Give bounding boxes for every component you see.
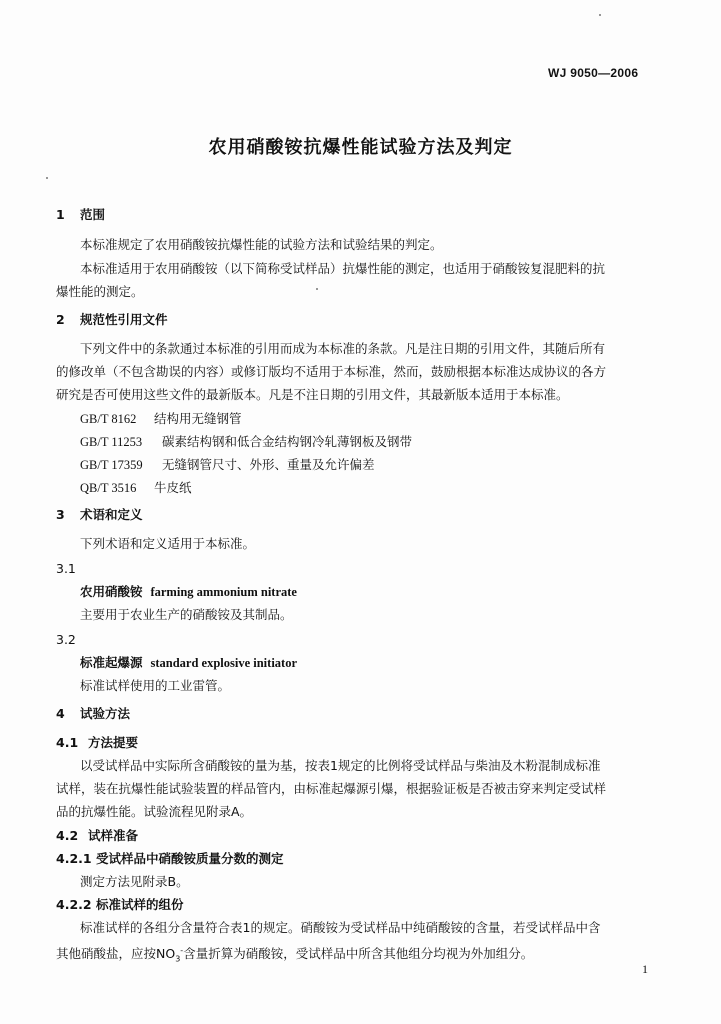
paragraph-line: 测定方法见附录B。 bbox=[80, 874, 189, 889]
section-number: 4 bbox=[56, 706, 65, 721]
subsection-4-2-2-heading bbox=[56, 897, 184, 913]
reference-title: 结构用无缝钢管 bbox=[154, 411, 242, 426]
term-number: 3.1 bbox=[56, 561, 76, 576]
reference-code: GB/T 11253 bbox=[80, 435, 143, 449]
document-title: 农用硝酸铵抗爆性能试验方法及判定 bbox=[208, 137, 513, 158]
reference-code: GB/T 8162 bbox=[80, 412, 137, 426]
section-3-heading bbox=[56, 507, 143, 523]
paragraph-line: 的修改单（不包含勘误的内容）或修订版均不适用于本标准，然而，鼓励根据本标准达成协议的各方 bbox=[56, 364, 607, 379]
section-title: 试验方法 bbox=[80, 706, 131, 721]
section-number: 3 bbox=[56, 507, 65, 522]
reference-title: 无缝钢管尺寸、外形、重量及允许偏差 bbox=[162, 457, 375, 472]
reference-item bbox=[80, 457, 375, 473]
term-definition: 标准试样使用的工业雷管。 bbox=[80, 678, 231, 693]
paragraph-line: 试样，装在抗爆性能试验装置的样品管内，由标准起爆源引爆，根据验证板是否被击穿来判定受试样 bbox=[56, 781, 607, 796]
section-title: 方法提要 bbox=[88, 735, 139, 750]
section-title: 范围 bbox=[80, 207, 106, 222]
paragraph-line: 标准试样的各组分含量符合表1的规定。硝酸铵为受试样品中纯硝酸铵的含量，若受试样品中含 bbox=[80, 920, 601, 935]
section-number: 2 bbox=[56, 312, 65, 327]
paragraph-line: 本标准规定了农用硝酸铵抗爆性能的试验方法和试验结果的判定。 bbox=[80, 237, 443, 252]
page-number: 1 bbox=[642, 962, 648, 976]
paragraph-text: 含量折算为硝酸铵，受试样品中所含其他组分均视为外加组分。 bbox=[183, 946, 534, 962]
section-number: 4.1 bbox=[56, 735, 79, 750]
paragraph-line: 下列文件中的条款通过本标准的引用而成为本标准的条款。凡是注日期的引用文件，其随后所有 bbox=[80, 341, 606, 356]
reference-code: GB/T 17359 bbox=[80, 458, 143, 472]
section-2-heading bbox=[56, 312, 168, 328]
section-title: 标准试样的组份 bbox=[96, 897, 184, 912]
section-title: 规范性引用文件 bbox=[80, 312, 168, 327]
paragraph-line: 以受试样品中实际所含硝酸铵的量为基，按表1规定的比例将受试样品与柴油及木粉混制成标准 bbox=[80, 758, 601, 773]
scan-speck bbox=[599, 14, 601, 16]
standard-code: WJ 9050—2006 bbox=[548, 66, 639, 80]
reference-item bbox=[80, 434, 412, 450]
term-english: standard explosive initiator bbox=[150, 656, 298, 670]
subscript-text: 3 bbox=[175, 954, 181, 964]
scan-speck bbox=[46, 177, 48, 179]
subsection-4-1-heading bbox=[56, 735, 138, 751]
reference-title: 牛皮纸 bbox=[154, 480, 192, 495]
scan-speck bbox=[316, 288, 318, 290]
section-title: 试样准备 bbox=[88, 828, 139, 843]
reference-item bbox=[80, 480, 192, 496]
section-number: 4.2.2 bbox=[56, 897, 92, 912]
section-4-heading bbox=[56, 706, 130, 722]
section-number: 4.2.1 bbox=[56, 851, 92, 866]
paragraph-line: 下列术语和定义适用于本标准。 bbox=[80, 536, 256, 551]
term-number: 3.2 bbox=[56, 632, 76, 647]
reference-item bbox=[80, 411, 242, 427]
paragraph-line: 研究是否可使用这些文件的最新版本。凡是不注日期的引用文件，其最新版本适用于本标准。 bbox=[56, 387, 569, 402]
term-entry bbox=[80, 655, 297, 671]
superscript-text: - bbox=[180, 946, 184, 955]
subsection-4-2-heading bbox=[56, 828, 138, 844]
reference-code: QB/T 3516 bbox=[80, 481, 137, 495]
paragraph-line: 本标准适用于农用硝酸铵（以下简称受试样品）抗爆性能的测定，也适用于硝酸铵复混肥料的抗 bbox=[80, 261, 606, 276]
section-number: 1 bbox=[56, 207, 65, 222]
term-chinese: 标准起爆源 bbox=[80, 655, 143, 670]
term-english: farming ammonium nitrate bbox=[150, 585, 297, 599]
paragraph-line: 爆性能的测定。 bbox=[56, 284, 144, 299]
section-1-heading bbox=[56, 207, 105, 223]
term-entry bbox=[80, 584, 297, 600]
paragraph-text: 其他硝酸盐，应按NO bbox=[56, 946, 176, 962]
paragraph-line bbox=[56, 943, 533, 968]
section-title: 术语和定义 bbox=[80, 507, 143, 522]
section-title: 受试样品中硝酸铵质量分数的测定 bbox=[96, 851, 284, 866]
term-definition: 主要用于农业生产的硝酸铵及其制品。 bbox=[80, 607, 293, 622]
paragraph-line: 品的抗爆性能。试验流程见附录A。 bbox=[56, 804, 253, 819]
reference-title: 碳素结构钢和低合金结构钢冷轧薄钢板及钢带 bbox=[162, 434, 413, 449]
subsection-4-2-1-heading bbox=[56, 851, 284, 867]
term-chinese: 农用硝酸铵 bbox=[80, 584, 143, 599]
section-number: 4.2 bbox=[56, 828, 79, 843]
